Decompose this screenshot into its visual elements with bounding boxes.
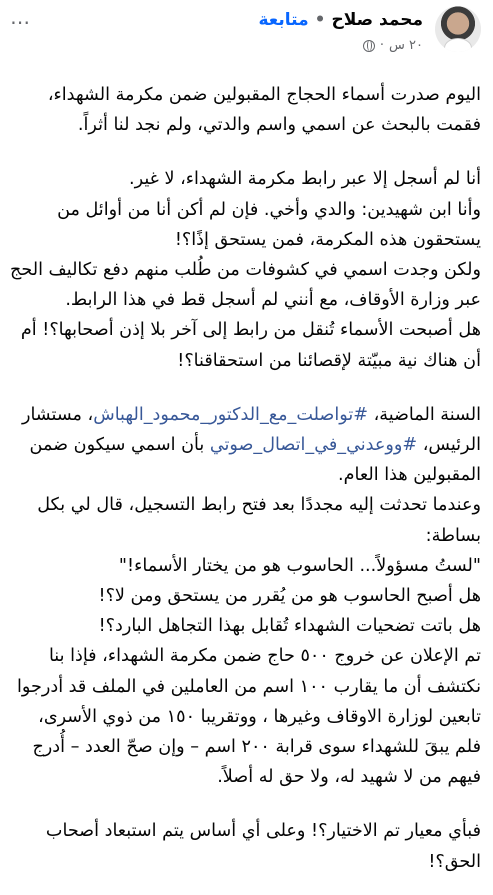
post-header: [0, 0, 493, 70]
paragraph-5: فبأي معيار تم الاختيار؟! وعلى أي أساس يتم استبعاد أصحاب الحق؟!: [45, 821, 481, 872]
paragraph-gap: [10, 140, 481, 164]
paragraph-3: [10, 400, 481, 491]
paragraph-4-line-4: هل باتت تضحيات الشهداء تُقابل بهذا التجاهل البارد؟!: [98, 616, 481, 637]
paragraph-2-line-1: أنا لم أسجل إلا عبر رابط مكرمة الشهداء، لا غير.: [129, 169, 481, 190]
hashtag-link-1[interactable]: #تواصلت_مع_الدكتور_محمود_الهباش: [93, 404, 368, 425]
paragraph-3-text-b: ، مستشار الرئيس،: [21, 404, 481, 456]
paragraph-1: اليوم صدرت أسماء الحجاج المقبولين ضمن مكرمة الشهداء، فقمت بالبحث عن اسمي واسم والدتي، ولم نجد لنا أثراً.: [47, 85, 481, 136]
author-line: [258, 10, 423, 30]
paragraph-4-line-3: هل أصبح الحاسوب هو من يُقرر من يستحق ومن لا؟!: [98, 586, 481, 607]
author-separator: •: [314, 10, 326, 30]
follow-button[interactable]: متابعة: [258, 10, 309, 30]
paragraph-2-line-4: هل أصبحت الأسماء تُنقل من رابط إلى آخر بلا إذن أصحابها؟! أم أن هناك نية مبيّتة لإقصائنا من استحقاقنا؟!: [20, 320, 481, 371]
paragraph-3-text-a: السنة الماضية،: [367, 404, 481, 425]
paragraph-gap: [10, 376, 481, 400]
paragraph-4-line-2: "لستُ مسؤولاً... الحاسوب هو من يختار الأسماء!": [118, 555, 481, 576]
paragraph-2-line-2: وأنا ابن شهيدين: والدي وأخي. فإن لم أكن أنا من أوائل من يستحقون هذه المكرمة، فمن يستحق إذًا؟!: [57, 199, 481, 250]
avatar[interactable]: [435, 6, 481, 52]
avatar-shirt: [444, 38, 472, 52]
post-text: [0, 70, 493, 877]
paragraph-4-line-1: وعندما تحدثت إليه مجددًا بعد فتح رابط التسجيل، قال لي بكل بساطة:: [37, 495, 481, 546]
globe-icon: [363, 40, 375, 52]
hashtag-link-2[interactable]: #ووعدني_في_اتصال_صوتي: [209, 435, 418, 456]
post-time[interactable]: ٢٠ س: [389, 38, 423, 53]
meta-separator: ·: [379, 38, 385, 53]
author-name[interactable]: محمد صلاح: [331, 10, 423, 30]
paragraph-2-line-3: ولكن وجدت اسمي في كشوفات من طُلب منهم دفع تكاليف الحج عبر وزارة الأوقاف، مع أنني لم أسجل قط في هذا الرابط.: [10, 260, 481, 311]
paragraph-3-text-c: بأن اسمي سيكون ضمن المقبولين هذا العام.: [29, 435, 481, 486]
post-meta: [363, 38, 423, 53]
more-options-icon[interactable]: ⋯: [10, 10, 31, 34]
paragraph-4-line-5: تم الإعلان عن خروج ٥٠٠ حاج ضمن مكرمة الشهداء، فإذا بنا نكتشف أن ما يقارب ١٠٠ اسم من العاملين في الملف قد أدرجوا تابعين لوزارة الاوقاف وغيرها ، ووتقريبا ١٥٠ من ذوي الأسرى، فلم يبقَ للشهداء سوى قرابة ٢٠٠ اسم – وإن صحّ العدد – أُدرج فيهم من لا شهيد له، ولا حق له أصلاً.: [17, 646, 481, 788]
paragraph-gap: [10, 792, 481, 816]
